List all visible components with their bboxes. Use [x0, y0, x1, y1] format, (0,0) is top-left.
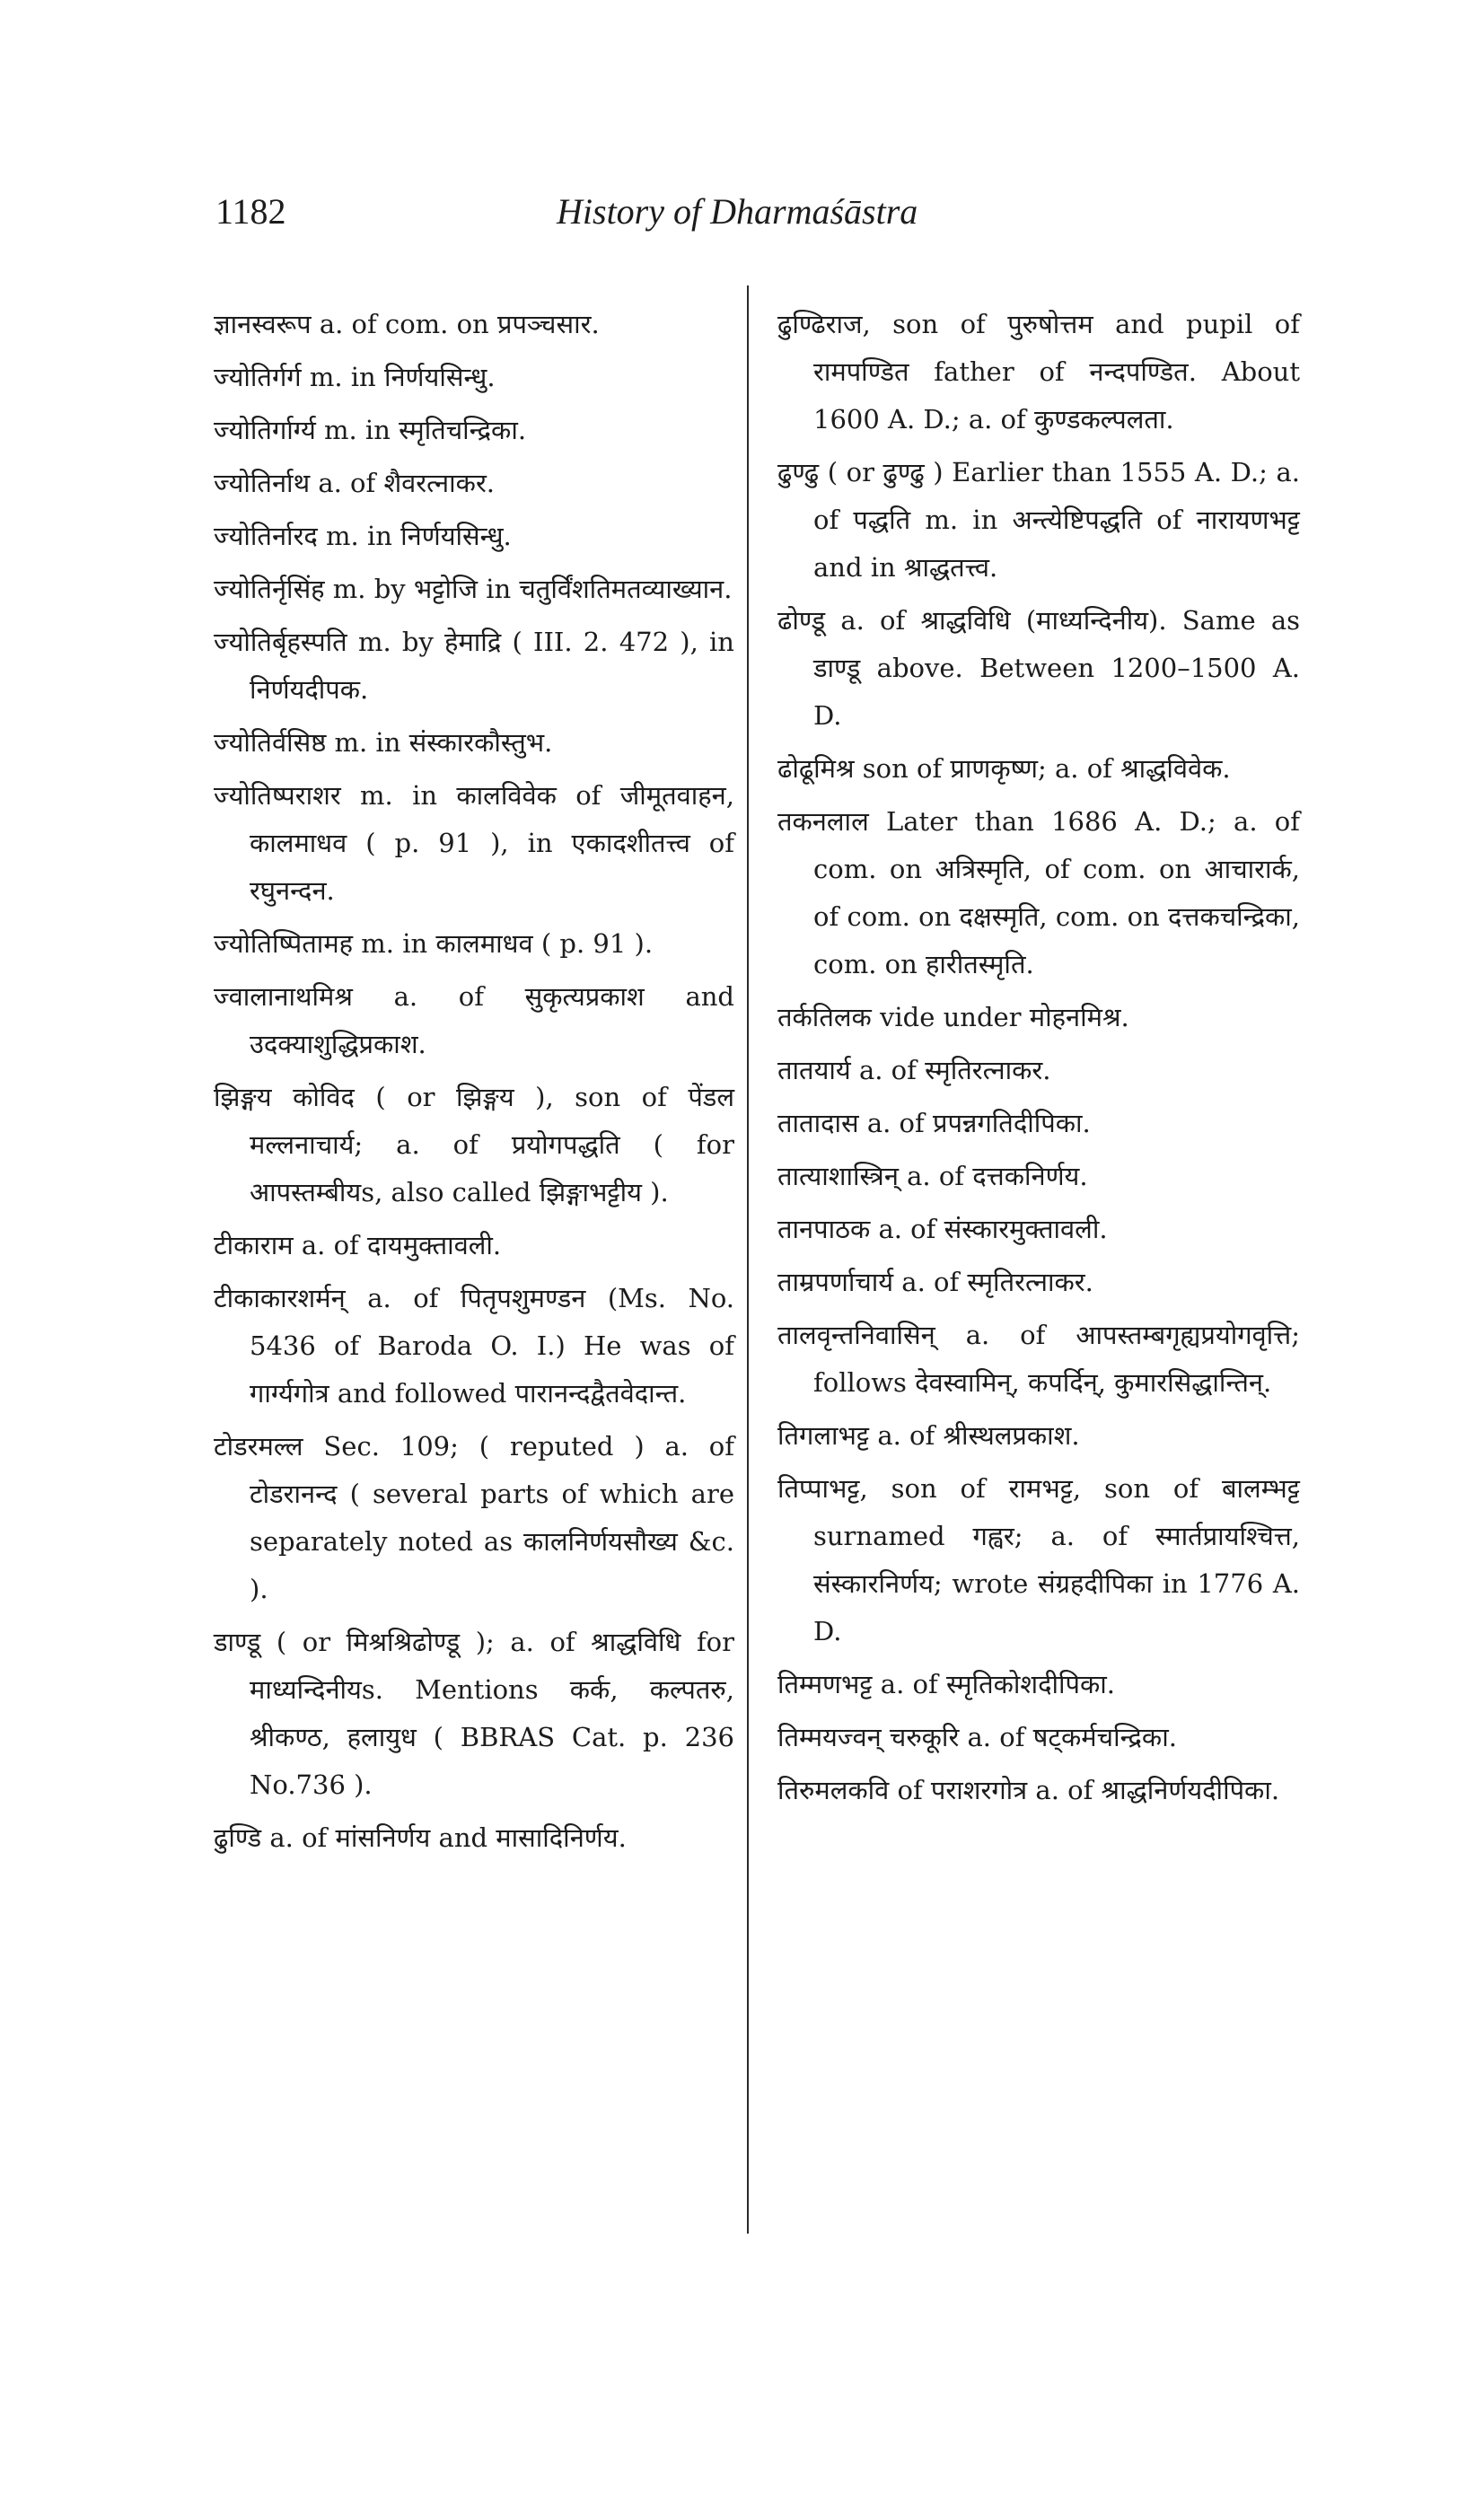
page-number: 1182 [215, 191, 286, 232]
index-entry: ज्वालानाथमिश्र a. of सुकृत्यप्रकाश and उदक्याशुद्धिप्रकाश. [214, 981, 734, 1059]
index-entry: टोडरमल्ल Sec. 109; ( reputed ) a. of टोडरानन्द ( several parts of which are separately noted as कालनिर्णयसौख्य &c. ). [214, 1431, 734, 1604]
index-entry: ढोण्डू a. of श्राद्धविधि (माध्यन्दिनीय). Same as डाण्डू above. Between 1200–1500 A. D. [777, 605, 1300, 731]
index-entry: तकनलाल Later than 1686 A. D.; a. of com. on अत्रिस्मृति, of com. on आचारार्क, of com. on दक्षस्मृति, com. on दत्तकचन्द्रिका, com. on हारीतस्मृति. [777, 806, 1300, 979]
index-entry: ज्योतिर्नाथ a. of शैवरत्नाकर. [214, 468, 496, 498]
index-entry: ज्योतिर्नारद m. in निर्णयसिन्धु. [214, 521, 512, 551]
index-entry: ज्योतिर्गर्ग m. in निर्णयसिन्धु. [214, 362, 496, 392]
index-entry: ज्योतिष्पराशर m. in कालविवेक of जीमूतवाहन, कालमाधव ( p. 91 ), in एकादशीतत्त्व of रघुनन्दन. [214, 780, 734, 906]
running-title: History of Dharmaśāstra [557, 191, 918, 232]
index-entry: तात्याशास्त्रिन् a. of दत्तकनिर्णय. [777, 1161, 1088, 1191]
index-entry: तिम्मणभट्ट a. of स्मृतिकोशदीपिका. [777, 1669, 1116, 1699]
index-entry: तानपाठक a. of संस्कारमुक्तावली. [777, 1214, 1108, 1244]
index-entry: ढुण्ढिराज, son of पुरुषोत्तम and pupil of रामपण्डित father of नन्दपण्डित. About 1600 A. D.; a. of कुण्डकल्पलता. [777, 309, 1300, 435]
index-entry: ताम्रपर्णाचार्य a. of स्मृतिरत्नाकर. [777, 1267, 1093, 1297]
right-column [777, 301, 1300, 1820]
index-entry: तिगलाभट्ट a. of श्रीस्थलप्रकाश. [777, 1420, 1080, 1451]
index-entry: तिम्मयज्वन् चरुकूरि a. of षट्कर्मचन्द्रिका. [777, 1722, 1177, 1752]
index-entry: ज्योतिर्गार्ग्य m. in स्मृतिचन्द्रिका. [214, 415, 527, 445]
index-entry: ज्योतिर्बृहस्पति m. by हेमाद्रि ( III. 2. 472 ), in निर्णयदीपक. [214, 627, 734, 705]
index-entry: ढुण्ढु ( or ढुण्ढु ) Earlier than 1555 A. D.; a. of पद्धति m. in अन्त्येष्टिपद्धति of नारायणभट्ट and in श्राद्धतत्त्व. [777, 457, 1300, 583]
index-entry: ज्योतिर्वसिष्ठ m. in संस्कारकौस्तुभ. [214, 727, 553, 758]
index-entry: तिरुमलकवि of पराशरगोत्र a. of श्राद्धनिर्णयदीपिका. [777, 1775, 1280, 1805]
index-entry: झिङ्गय कोविद ( or झिङ्गय ), son of पेंडल मल्लनाचार्य; a. of प्रयोगपद्धति ( for आपस्तम्बीयs, also called झिङ्गाभट्टीय ). [214, 1082, 734, 1207]
index-entry: ढोढूमिश्र son of प्राणकृष्ण; a. of श्राद्धविवेक. [777, 753, 1231, 784]
index-entry: तातयार्य a. of स्मृतिरत्नाकर. [777, 1055, 1051, 1085]
index-entry: तालवृन्तनिवासिन् a. of आपस्तम्बगृह्यप्रयोगवृत्ति; follows देवस्वामिन्, कपर्दिन्, कुमारसिद्धान्तिन्. [777, 1320, 1300, 1398]
index-entry: ज्योतिर्नृसिंह m. by भट्टोजि in चतुर्विंशतिमतव्याख्यान. [214, 574, 733, 604]
index-entry: ढुण्डि a. of मांसनिर्णय and मासादिनिर्णय. [214, 1822, 627, 1853]
index-entry: टीकाराम a. of दायमुक्तावली. [214, 1230, 502, 1260]
index-entry: टीकाकारशर्मन् a. of पितृपशुमण्डन (Ms. No. 5436 of Baroda O. I.) He was of गार्ग्यगोत्र and followed पारानन्दद्वैतवेदान्त. [214, 1283, 734, 1409]
index-entry: ज्ञानस्वरूप a. of com. on प्रपञ्चसार. [214, 309, 600, 339]
index-entry: डाण्डू ( or मिश्रश्रिढोण्डू ); a. of श्राद्धविधि for माध्यन्दिनीयs. Mentions कर्क, कल्पतरु, श्रीकण्ठ, हलायुध ( BBRAS Cat. p. 236 No.736 ). [214, 1627, 734, 1800]
index-entry: ज्योतिष्पितामह m. in कालमाधव ( p. 91 ). [214, 928, 654, 959]
left-column [214, 301, 734, 1867]
index-entry: तिप्पाभट्ट, son of रामभट्ट, son of बालम्भट्ट surnamed गह्वर; a. of स्मार्तप्रायश्चित्त, संस्कारनिर्णय; wrote संग्रहदीपिका in 1776 A. D. [777, 1473, 1300, 1646]
column-divider [747, 285, 749, 2234]
index-entry: तर्कतिलक vide under मोहनमिश्र. [777, 1002, 1129, 1032]
index-entry: तातादास a. of प्रपन्नगतिदीपिका. [777, 1108, 1091, 1138]
